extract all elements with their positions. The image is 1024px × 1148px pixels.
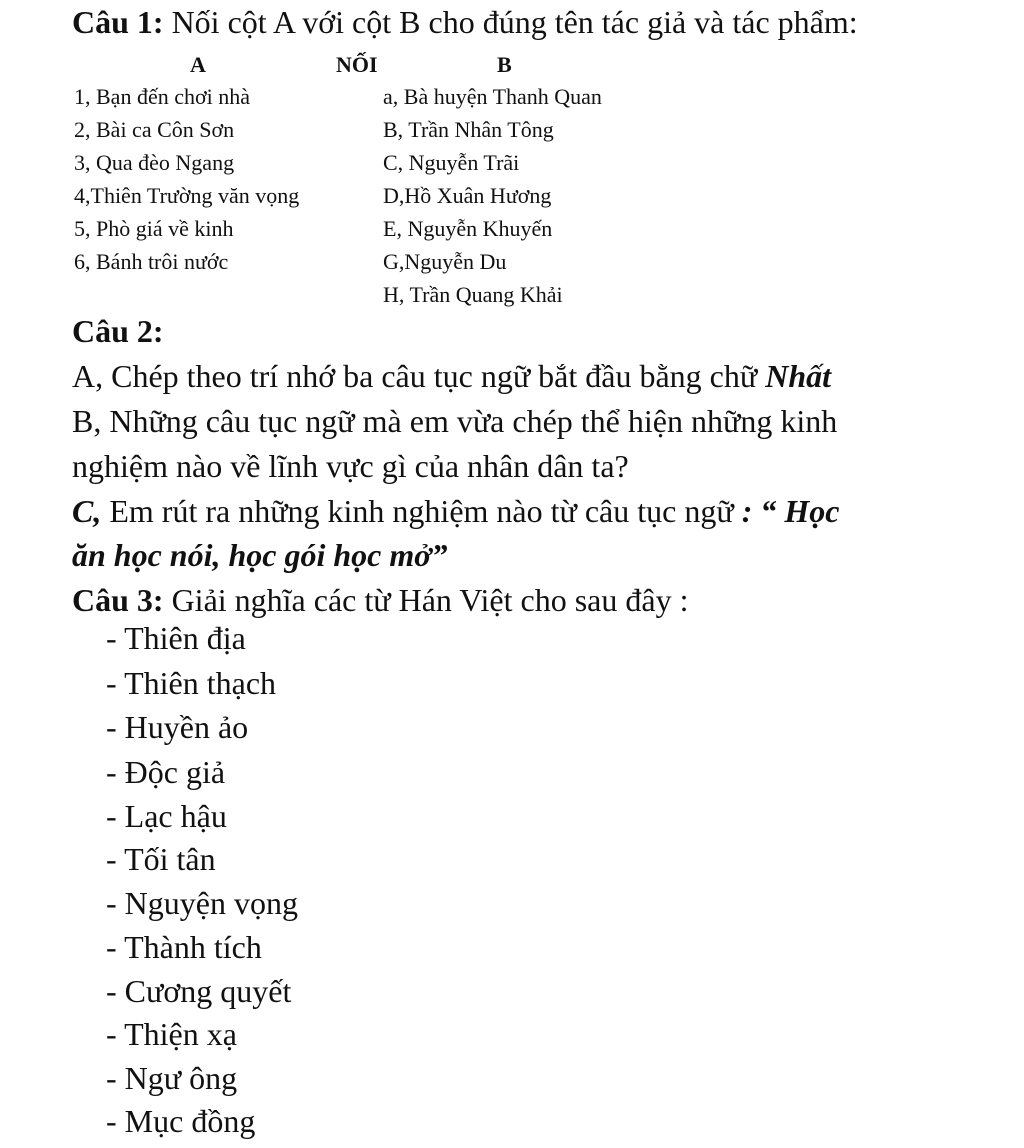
col-a-item: 5, Phò giá về kinh <box>74 216 234 241</box>
col-b-item: E, Nguyễn Khuyến <box>383 216 553 241</box>
q1-text: Nối cột A với cột B cho đúng tên tác giả và tác phẩm: <box>163 4 858 40</box>
q2-a-bold: Nhất <box>765 358 831 394</box>
col-b-item: C, Nguyễn Trãi <box>383 150 520 175</box>
q2-a-text: A, Chép theo trí nhớ ba câu tục ngữ bắt đầu bằng chữ <box>72 358 766 394</box>
col-b-item: a, Bà huyện Thanh Quan <box>383 84 602 109</box>
q2-c-quote-start: : “ Học <box>741 493 840 529</box>
q2-part-c-line2: ăn học nói, học gói học mở” <box>72 537 448 573</box>
col-b-item: D,Hồ Xuân Hương <box>383 183 552 208</box>
col-a-item: 6, Bánh trôi nước <box>74 249 229 274</box>
q3-word: - Cương quyết <box>106 973 292 1009</box>
q3-word: - Thiên địa <box>106 620 246 656</box>
q2-part-c-line1 <box>72 493 839 530</box>
q3-word: - Ngư ông <box>106 1060 238 1096</box>
col-b-item: H, Trần Quang Khải <box>383 282 563 307</box>
col-b-item: G,Nguyễn Du <box>383 249 507 274</box>
q3-word: - Độc giả <box>106 754 226 790</box>
q1-heading <box>72 4 858 41</box>
q3-text: Giải nghĩa các từ Hán Việt cho sau đây : <box>163 582 689 618</box>
q3-word: - Lạc hậu <box>106 798 227 834</box>
q2-label: Câu 2: <box>72 313 164 349</box>
header-a: A <box>190 52 206 77</box>
q3-word: - Huyền ảo <box>106 709 249 745</box>
q3-heading <box>72 582 688 619</box>
q3-word: - Thiện xạ <box>106 1016 237 1052</box>
q3-word: - Thành tích <box>106 929 262 965</box>
q3-word: - Nguyện vọng <box>106 885 298 921</box>
q2-part-a <box>72 358 831 395</box>
q3-word: - Tối tân <box>106 841 216 877</box>
q2-c-label: C, <box>72 493 102 529</box>
q2-part-b-line1: B, Những câu tục ngữ mà em vừa chép thể hiện những kinh <box>72 403 838 439</box>
q3-word: - Thiên thạch <box>106 665 277 701</box>
col-b-item: B, Trần Nhân Tông <box>383 117 554 142</box>
col-a-item: 2, Bài ca Côn Sơn <box>74 117 235 142</box>
col-a-item: 3, Qua đèo Ngang <box>74 150 235 175</box>
q1-label: Câu 1: <box>72 4 164 40</box>
header-noi: NỐI <box>336 52 378 77</box>
col-a-item: 1, Bạn đến chơi nhà <box>74 84 250 109</box>
q3-word: - Mục đồng <box>106 1103 256 1139</box>
col-a-item: 4,Thiên Trường văn vọng <box>74 183 300 208</box>
q2-c-text: Em rút ra những kinh nghiệm nào từ câu tục ngữ <box>101 493 742 529</box>
header-b: B <box>497 52 512 77</box>
q2-part-b-line2: nghiệm nào về lĩnh vực gì của nhân dân ta? <box>72 448 629 484</box>
q3-label: Câu 3: <box>72 582 164 618</box>
